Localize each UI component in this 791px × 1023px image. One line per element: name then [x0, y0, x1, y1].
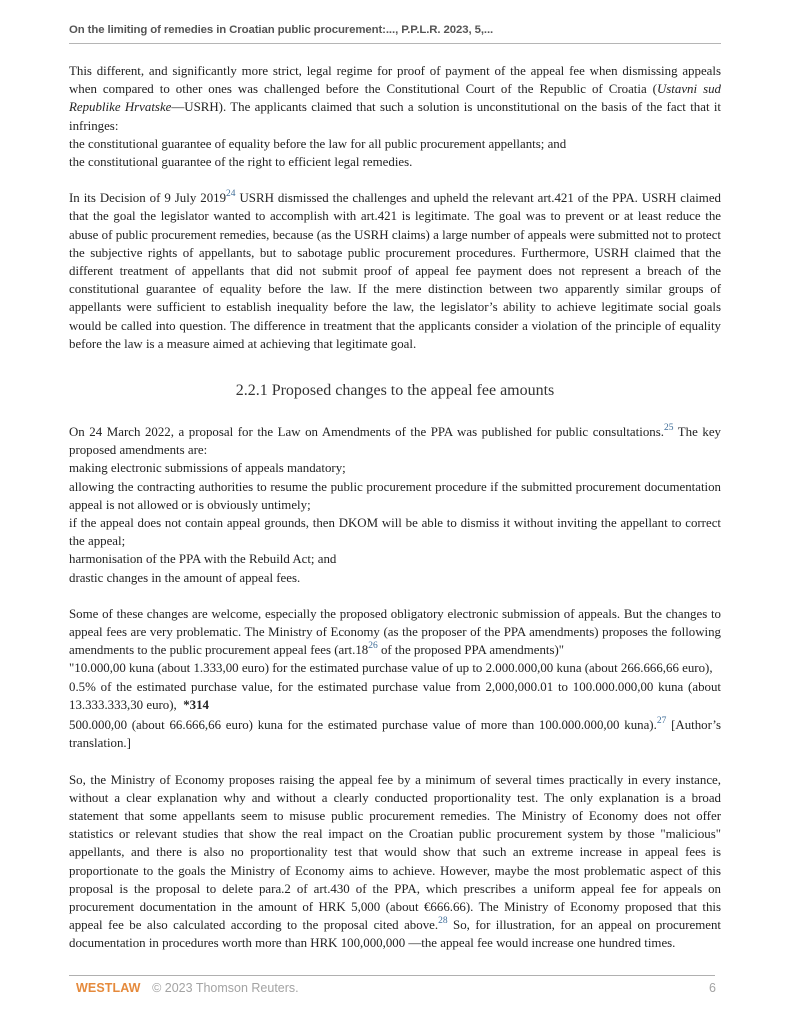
paragraph-ministry-critique: So, the Ministry of Economy proposes raising the appeal fee by a minimum of several times practically in every instance, without a clear explanation why and without a clearly conducted proportionality test. The only explanation is a broad statement that some appellants seem to misuse public procurement remedies. The Ministry of Economy does not offer statistics or relevant studies that show the real impact on the Croatian public procurement system by those "malicious" appellants, and there is also no proportionality test that would show that such an extreme increase in appeal fees is proportionate to the goals the Ministry of Economy aims to achieve. However, maybe the most problematic aspect of this proposal is the proposal to delete para.2 of art.430 of the PPA, which prescribes a uniform appeal fee for appeals on procurement documentation in the amount of HRK 5,000 (about €666.66). The Ministry of Economy proposed that this appeal fee be also calculated according to the proposal cited above.$^{28}$ So, for illustration, for an appeal on procurement documentation in procedures worth more than HRK 100,000,000 —the appeal fee would increase one hundred times.	[69, 772, 721, 951]
page-footer	[76, 981, 716, 995]
star-page-marker: *314	[183, 697, 209, 712]
list-item: the constitutional guarantee of equality before the law for all public procurement appellants; and	[69, 136, 567, 151]
court-name-italic: Ustavni sud Republike Hrvatske	[69, 82, 722, 115]
header-divider	[69, 43, 721, 44]
copyright-text: © 2023 Thomson Reuters.	[152, 981, 299, 995]
quoted-fee-line: 500.000,00 (about 66.666,66 euro) kuna for the estimated purchase value of more than 100.000.000,00 kuna).$^{27}$ [Author’s translation.]	[69, 716, 721, 751]
paragraph-usrh-challenge: This different, and significantly more strict, legal regime for proof of payment of the appeal fee when dismissing appeals when compared to other ones was challenged before the Constitutional Court of the Republic of Croatia (Ustavni sud Republike Hrvatske—USRH). The applicants claimed that such a solution is unconstitutional on the basis of the fact that it infringes:	[69, 64, 722, 133]
paragraph-proposal: On 24 March 2022, a proposal for the Law on Amendments of the PPA was published for public consultations.$^{25}$ The key proposed amendments are:	[69, 423, 721, 458]
footnote-link-26[interactable]: 26	[368, 641, 378, 652]
list-item: making electronic submissions of appeals mandatory;	[69, 461, 346, 476]
spacer	[69, 171, 721, 189]
spacer	[69, 753, 721, 771]
footnote-link-28[interactable]: 28	[438, 916, 448, 927]
list-item: drastic changes in the amount of appeal fees.	[69, 570, 301, 585]
list-item: if the appeal does not contain appeal grounds, then DKOM will be able to dismiss it without inviting the appellant to correct the appeal;	[69, 516, 721, 549]
footnote-link-24[interactable]: 24	[226, 189, 236, 200]
page-number: 6	[709, 981, 716, 995]
list-item: harmonisation of the PPA with the Rebuild Act; and	[69, 552, 337, 567]
list-item: the constitutional guarantee of the right to efficient legal remedies.	[69, 155, 413, 170]
westlaw-logo: WESTLAW	[76, 981, 141, 995]
document-body	[69, 62, 721, 953]
paragraph-fee-changes: Some of these changes are welcome, especially the proposed obligatory electronic submission of appeals. But the changes to appeal fees are very problematic. The Ministry of Economy (as the proposer of the PPA amendments) proposes the following amendments to the public procurement appeal fees (art.18$^{26}$ of the proposed PPA amendments)"	[69, 606, 721, 658]
spacer	[69, 587, 721, 605]
section-heading: 2.2.1 Proposed changes to the appeal fee amounts	[235, 382, 555, 400]
quoted-fee-line: "10.000,00 kuna (about 1.333,00 euro) for the estimated purchase value of up to 2.000.000,00 kuna (about 266.666,66 euro),	[69, 661, 713, 676]
paragraph-usrh-decision: In its Decision of 9 July 2019$^{24}$ USRH dismissed the challenges and upheld the relevant art.421 of the PPA. USRH claimed that the goal the legislator wanted to accomplish with art.421 is legitimate. The goal was to prevent or at least reduce the abuse of public procurement remedies, because (as the USRH claims) a large number of appeals were submitted not to protect the subjective rights of appellants, but to sabotage public procurement procedures. Furthermore, USRH claimed that the different treatment of appellants that did not submit proof of appeal fee payment does not represent a breach of the constitutional guarantee of equality before the law. If the mere distinction between two apparently similar groups of appellants were sufficient to establish inequality before the law, the legislator’s ability to achieve legitimate social goals would be called into question. The difference in treatment that the applicants consider a violation of the principle of equality before the law is a measure aimed at achieving that legitimate goal.	[69, 189, 721, 351]
running-header: On the limiting of remedies in Croatian public procurement:..., P.P.L.R. 2023, 5,...	[69, 24, 494, 36]
footnote-link-25[interactable]: 25	[663, 423, 674, 434]
list-item: allowing the contracting authorities to resume the public procurement procedure if the submitted procurement documentation appeal is not allowed or is obviously untimely;	[69, 479, 721, 512]
quoted-fee-line: 0.5% of the estimated purchase value, for the estimated purchase value from 2,000,000.01 to 100.000.000,00 kuna (about 13.333.333,30 euro), *314	[69, 679, 721, 712]
footer-divider	[69, 975, 715, 976]
footnote-link-27[interactable]: 27	[656, 716, 667, 727]
